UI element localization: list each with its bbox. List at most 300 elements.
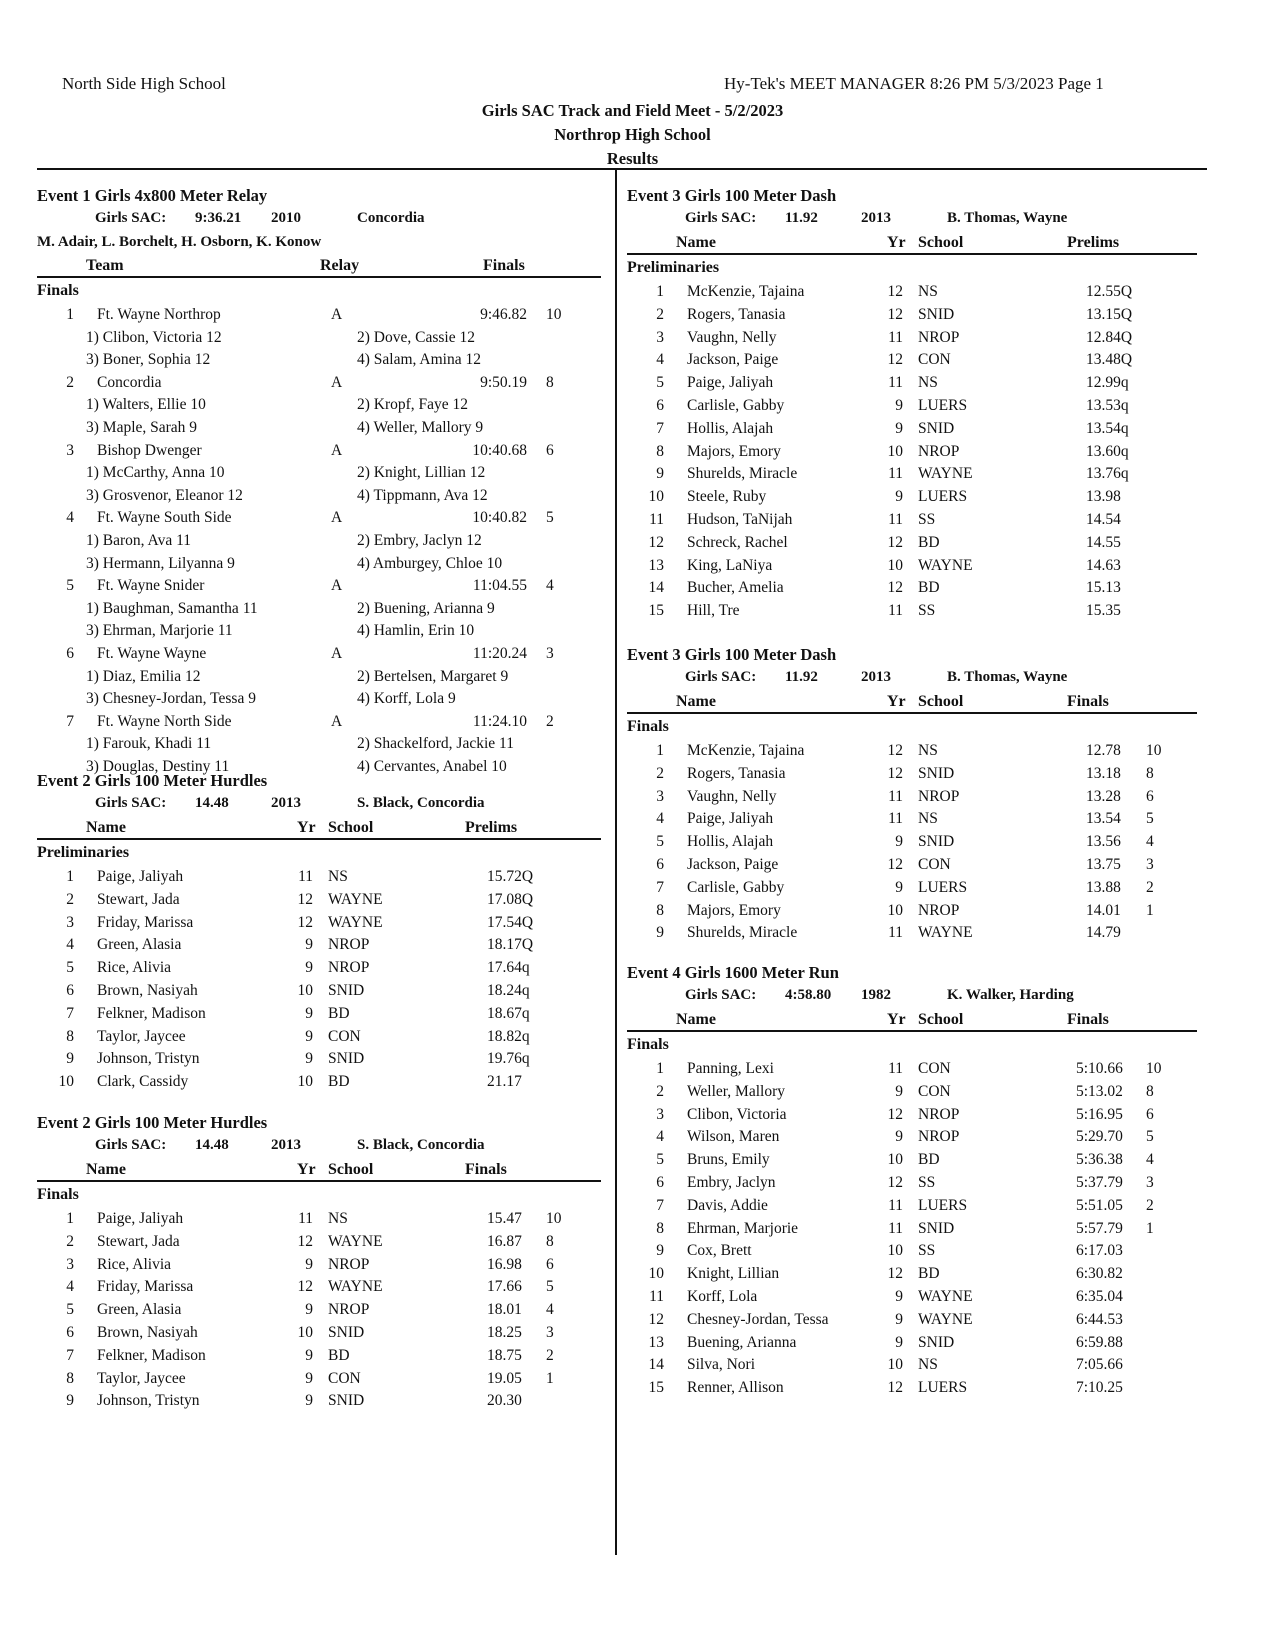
relay-letter: A <box>331 373 343 391</box>
col-school: School <box>328 1161 374 1178</box>
result-mark: 15.35 <box>1086 602 1121 620</box>
result-mark: 5:36.38 <box>1076 1151 1123 1169</box>
athlete-school: WAYNE <box>918 1310 973 1328</box>
result-mark: 13.48Q <box>1086 351 1133 369</box>
place: 2 <box>656 305 664 323</box>
place: 9 <box>656 465 664 483</box>
athlete-school: BD <box>328 1346 350 1364</box>
col-school: School <box>918 693 964 710</box>
place: 6 <box>656 397 664 414</box>
relay-member: 3) Maple, Sarah 9 <box>86 419 198 436</box>
athlete-school: SNID <box>328 1050 365 1068</box>
athlete-name: Johnson, Tristyn <box>97 1050 200 1068</box>
result-mark: 13.88 <box>1086 878 1121 896</box>
athlete-school: LUERS <box>918 1379 968 1397</box>
result-mark: 14.01 <box>1086 901 1121 919</box>
athlete-name: Friday, Marissa <box>97 913 194 931</box>
athlete-year: 9 <box>305 1050 313 1068</box>
place: 5 <box>656 374 664 392</box>
result-mark: 14.79 <box>1086 924 1121 942</box>
place: 11 <box>649 511 664 528</box>
athlete-year: 10 <box>887 442 903 460</box>
result-mark: 18.82q <box>487 1027 530 1045</box>
event-title: Event 3 Girls 100 Meter Dash <box>627 645 837 664</box>
relay-member: 1) Walters, Ellie 10 <box>86 396 206 414</box>
points: 5 <box>1146 810 1154 828</box>
athlete-school: NS <box>918 1356 938 1374</box>
relay-time: 10:40.68 <box>472 441 527 459</box>
col-yr: Yr <box>297 819 316 836</box>
athlete-school: SS <box>918 1242 936 1260</box>
athlete-name: Silva, Nori <box>687 1356 756 1374</box>
result-mark: 15.47 <box>487 1210 522 1227</box>
relay-member: 1) Baron, Ava 11 <box>86 532 192 549</box>
athlete-year: 12 <box>887 1265 903 1283</box>
place: 13 <box>648 1333 664 1351</box>
section-label: Preliminaries <box>37 844 130 861</box>
result-mark: 21.17 <box>487 1073 522 1091</box>
athlete-name: Paige, Jaliyah <box>687 810 774 828</box>
result-mark: 7:10.25 <box>1076 1379 1123 1397</box>
athlete-name: Wilson, Maren <box>687 1128 780 1146</box>
place: 10 <box>58 1073 74 1091</box>
result-mark: 19.05 <box>487 1369 522 1387</box>
record-mark: 9:36.21 <box>195 210 242 226</box>
points: 2 <box>546 1346 554 1364</box>
athlete-name: Brown, Nasiyah <box>97 982 198 999</box>
athlete-name: Shurelds, Miracle <box>687 465 798 483</box>
athlete-school: BD <box>328 1004 350 1022</box>
results-subtitle: Results <box>606 149 659 168</box>
athlete-name: Johnson, Tristyn <box>97 1392 200 1410</box>
col-result: Prelims <box>1067 234 1120 251</box>
result-mark: 13.18 <box>1086 764 1121 782</box>
place: 8 <box>656 442 664 460</box>
athlete-year: 10 <box>887 556 903 574</box>
result-mark: 14.63 <box>1086 556 1121 574</box>
relay-letter: A <box>331 306 343 323</box>
athlete-year: 12 <box>297 1278 313 1296</box>
relay-member: 4) Korff, Lola 9 <box>357 690 456 708</box>
points: 3 <box>1146 856 1154 873</box>
section-label: Finals <box>627 1036 669 1053</box>
place: 7 <box>66 712 74 730</box>
result-mark: 6:44.53 <box>1076 1310 1123 1328</box>
athlete-name: Rice, Alivia <box>97 1255 172 1273</box>
athlete-name: Felkner, Madison <box>97 1346 206 1364</box>
points: 1 <box>1146 901 1154 919</box>
col-yr: Yr <box>887 1011 906 1028</box>
athlete-year: 12 <box>297 890 313 908</box>
athlete-school: SNID <box>918 1219 955 1237</box>
team-name: Concordia <box>97 373 162 391</box>
points: 1 <box>546 1369 554 1387</box>
col-relay: Relay <box>320 257 360 274</box>
team-name: Ft. Wayne Wayne <box>97 645 207 662</box>
record-holder: B. Thomas, Wayne <box>947 669 1068 685</box>
athlete-school: LUERS <box>918 488 968 506</box>
athlete-school: LUERS <box>918 878 968 896</box>
relay-letter: A <box>331 645 343 662</box>
athlete-school: NROP <box>918 442 960 460</box>
col-yr: Yr <box>887 693 906 710</box>
athlete-year: 11 <box>888 924 903 942</box>
col-rule <box>627 253 1197 255</box>
result-mark: 15.72Q <box>487 868 534 885</box>
athlete-name: Korff, Lola <box>687 1288 758 1305</box>
points: 10 <box>1146 1060 1162 1077</box>
place: 9 <box>66 1392 74 1410</box>
athlete-name: Ehrman, Marjorie <box>687 1219 799 1237</box>
athlete-year: 10 <box>297 1324 313 1341</box>
place: 3 <box>656 1105 664 1123</box>
athlete-school: SNID <box>328 1392 365 1410</box>
record-mark: 11.92 <box>785 669 818 685</box>
athlete-school: SS <box>918 1174 936 1191</box>
result-mark: 18.75 <box>487 1346 522 1364</box>
athlete-school: LUERS <box>918 397 968 414</box>
result-mark: 5:10.66 <box>1076 1060 1123 1077</box>
athlete-name: Felkner, Madison <box>97 1004 206 1022</box>
col-school: School <box>328 819 374 836</box>
col-rule <box>627 1030 1197 1032</box>
relay-time: 9:46.82 <box>480 306 527 323</box>
col-rule <box>37 276 601 278</box>
result-mark: 12.84Q <box>1086 328 1133 346</box>
col-result: Prelims <box>465 819 518 836</box>
athlete-year: 10 <box>887 1242 903 1260</box>
place: 4 <box>66 936 74 954</box>
section-label: Preliminaries <box>627 259 720 276</box>
athlete-name: Stewart, Jada <box>97 1232 180 1250</box>
record-holder: K. Walker, Harding <box>947 987 1074 1003</box>
points: 10 <box>1146 742 1162 759</box>
athlete-school: CON <box>328 1027 361 1045</box>
athlete-year: 10 <box>887 901 903 919</box>
athlete-year: 12 <box>887 1105 903 1123</box>
col-name: Name <box>86 1161 126 1178</box>
header-school: North Side High School <box>62 74 226 93</box>
athlete-school: CON <box>918 351 951 369</box>
athlete-year: 12 <box>887 579 903 597</box>
relay-member: 4) Hamlin, Erin 10 <box>357 622 475 640</box>
athlete-year: 9 <box>895 1128 903 1146</box>
athlete-name: Hollis, Alajah <box>687 833 774 851</box>
result-mark: 6:30.82 <box>1076 1265 1123 1283</box>
place: 5 <box>66 1301 74 1319</box>
place: 6 <box>656 856 664 873</box>
relay-member: 4) Salam, Amina 12 <box>357 351 481 369</box>
event-title: Event 4 Girls 1600 Meter Run <box>627 963 839 982</box>
athlete-year: 9 <box>305 1301 313 1319</box>
athlete-year: 12 <box>887 283 903 300</box>
athlete-year: 12 <box>887 856 903 873</box>
athlete-name: Jackson, Paige <box>687 351 779 369</box>
col-school: School <box>918 1011 964 1028</box>
col-result: Finals <box>465 1161 507 1178</box>
athlete-school: BD <box>328 1073 350 1091</box>
points: 8 <box>546 373 554 391</box>
athlete-year: 11 <box>888 602 903 620</box>
place: 4 <box>656 1128 664 1146</box>
athlete-school: SNID <box>918 833 955 851</box>
athlete-year: 12 <box>887 764 903 782</box>
athlete-name: Clibon, Victoria <box>687 1105 787 1123</box>
athlete-school: CON <box>918 1060 951 1077</box>
relay-member: 4) Amburgey, Chloe 10 <box>357 554 503 572</box>
athlete-year: 12 <box>887 1174 903 1191</box>
athlete-year: 9 <box>895 1082 903 1100</box>
result-mark: 14.55 <box>1086 533 1121 551</box>
points: 8 <box>546 1232 554 1250</box>
athlete-school: BD <box>918 579 940 597</box>
result-mark: 17.64q <box>487 959 530 977</box>
column-divider <box>615 170 617 1555</box>
points: 2 <box>1146 878 1154 896</box>
athlete-year: 9 <box>895 1288 903 1305</box>
result-mark: 20.30 <box>487 1392 522 1410</box>
place: 6 <box>66 645 74 662</box>
relay-member: 3) Ehrman, Marjorie 11 <box>86 622 233 640</box>
athlete-school: BD <box>918 533 940 551</box>
result-mark: 14.54 <box>1086 511 1121 528</box>
place: 7 <box>66 1346 74 1364</box>
place: 6 <box>66 982 74 999</box>
event1-title: Event 1 Girls 4x800 Meter Relay <box>37 186 268 205</box>
result-mark: 15.13 <box>1086 579 1121 597</box>
col-result: Finals <box>1067 693 1109 710</box>
athlete-school: CON <box>918 1082 951 1100</box>
place: 3 <box>66 441 74 459</box>
athlete-year: 11 <box>888 810 903 828</box>
athlete-year: 9 <box>895 1333 903 1351</box>
athlete-school: NS <box>918 374 938 392</box>
place: 1 <box>656 1060 664 1077</box>
points: 4 <box>1146 1151 1154 1169</box>
place: 11 <box>649 1288 664 1305</box>
place: 2 <box>656 764 664 782</box>
place: 1 <box>66 868 74 885</box>
athlete-name: Friday, Marissa <box>97 1278 194 1296</box>
place: 9 <box>66 1050 74 1068</box>
athlete-name: Vaughn, Nelly <box>687 787 777 805</box>
col-result: Finals <box>1067 1011 1109 1028</box>
relay-time: 11:04.55 <box>472 577 527 595</box>
relay-time: 9:50.19 <box>480 373 527 391</box>
relay-member: 4) Cervantes, Anabel 10 <box>357 758 507 775</box>
team-name: Ft. Wayne North Side <box>97 712 232 730</box>
athlete-school: NROP <box>918 901 960 919</box>
header-rule <box>37 168 1207 170</box>
place: 4 <box>656 810 664 828</box>
athlete-name: Majors, Emory <box>687 901 781 919</box>
athlete-school: SS <box>918 511 936 528</box>
athlete-name: Vaughn, Nelly <box>687 328 777 346</box>
place: 3 <box>656 328 664 346</box>
athlete-name: Green, Alasia <box>97 936 182 954</box>
points: 5 <box>546 1278 554 1296</box>
record-mark: 11.92 <box>785 210 818 226</box>
section-label: Finals <box>627 718 669 735</box>
place: 7 <box>656 1196 664 1214</box>
place: 9 <box>656 1242 664 1260</box>
points: 2 <box>546 712 554 730</box>
athlete-name: Bruns, Emily <box>687 1151 770 1169</box>
result-mark: 17.54Q <box>487 913 534 931</box>
athlete-year: 10 <box>887 1151 903 1169</box>
result-mark: 18.01 <box>487 1301 522 1319</box>
athlete-year: 11 <box>298 868 313 885</box>
athlete-name: Paige, Jaliyah <box>687 374 774 392</box>
athlete-year: 11 <box>888 1196 903 1214</box>
place: 14 <box>648 1356 664 1374</box>
team-name: Ft. Wayne Northrop <box>97 306 221 323</box>
team-name: Ft. Wayne Snider <box>97 577 205 595</box>
result-mark: 5:13.02 <box>1076 1082 1123 1100</box>
relay-letter: A <box>331 509 343 527</box>
athlete-school: BD <box>918 1151 940 1169</box>
result-mark: 13.54q <box>1086 419 1129 437</box>
athlete-name: Majors, Emory <box>687 442 781 460</box>
athlete-name: Taylor, Jaycee <box>97 1027 186 1045</box>
athlete-school: SNID <box>328 982 365 999</box>
athlete-school: NROP <box>918 1105 960 1123</box>
relay-member: 2) Knight, Lillian 12 <box>357 464 486 482</box>
points: 5 <box>546 509 554 527</box>
athlete-name: Shurelds, Miracle <box>687 924 798 942</box>
athlete-school: SNID <box>918 419 955 437</box>
athlete-year: 9 <box>895 488 903 506</box>
section-label: Finals <box>37 1186 79 1203</box>
team-name: Bishop Dwenger <box>97 441 202 459</box>
athlete-name: Rogers, Tanasia <box>687 764 786 782</box>
col-school: School <box>918 234 964 251</box>
team-name: Ft. Wayne South Side <box>97 509 232 527</box>
athlete-school: WAYNE <box>328 1278 383 1296</box>
athlete-name: Paige, Jaliyah <box>97 1210 184 1227</box>
athlete-year: 12 <box>297 913 313 931</box>
place: 2 <box>656 1082 664 1100</box>
col-name: Name <box>676 234 716 251</box>
place: 5 <box>66 959 74 977</box>
athlete-year: 11 <box>888 787 903 805</box>
result-mark: 13.28 <box>1086 787 1121 805</box>
athlete-name: Knight, Lillian <box>687 1265 780 1283</box>
athlete-school: NS <box>328 1210 348 1227</box>
athlete-school: SS <box>918 602 936 620</box>
record-label: Girls SAC: <box>95 210 167 226</box>
athlete-name: Embry, Jaclyn <box>687 1174 776 1191</box>
athlete-name: McKenzie, Tajaina <box>687 283 805 300</box>
relay-letter: A <box>331 712 343 730</box>
record-holder: Concordia <box>357 210 425 226</box>
place: 4 <box>66 1278 74 1296</box>
athlete-name: Paige, Jaliyah <box>97 868 184 885</box>
record-label: Girls SAC: <box>95 1137 167 1153</box>
athlete-year: 12 <box>887 1379 903 1397</box>
points: 4 <box>1146 833 1154 851</box>
place: 2 <box>66 1232 74 1250</box>
place: 1 <box>66 1210 74 1227</box>
athlete-school: NS <box>328 868 348 885</box>
athlete-year: 10 <box>297 982 313 999</box>
venue-title: Northrop High School <box>554 125 711 144</box>
athlete-school: SNID <box>918 764 955 782</box>
result-mark: 17.08Q <box>487 890 534 908</box>
col-rule <box>37 838 601 840</box>
points: 3 <box>546 645 554 662</box>
athlete-school: NROP <box>918 328 960 346</box>
record-mark: 14.48 <box>195 795 229 811</box>
place: 4 <box>656 351 664 369</box>
result-mark: 13.60q <box>1086 442 1129 460</box>
athlete-year: 11 <box>888 374 903 392</box>
place: 1 <box>656 742 664 759</box>
result-mark: 5:37.79 <box>1076 1174 1123 1191</box>
relay-letter: A <box>331 577 343 595</box>
athlete-name: Renner, Allison <box>687 1379 784 1397</box>
place: 1 <box>656 283 664 300</box>
col-rule <box>627 712 1197 714</box>
record-label: Girls SAC: <box>685 987 757 1003</box>
place: 9 <box>656 924 664 942</box>
relay-member: 1) Diaz, Emilia 12 <box>86 667 201 685</box>
place: 5 <box>66 577 74 595</box>
points: 1 <box>1146 1219 1154 1237</box>
place: 4 <box>66 509 74 527</box>
result-mark: 18.67q <box>487 1004 530 1022</box>
athlete-name: Stewart, Jada <box>97 890 180 908</box>
col-rule <box>37 1180 601 1182</box>
athlete-year: 9 <box>895 419 903 437</box>
points: 6 <box>546 1255 554 1273</box>
athlete-year: 11 <box>888 1060 903 1077</box>
points: 6 <box>1146 1105 1154 1123</box>
relay-time: 10:40.82 <box>472 509 527 527</box>
athlete-school: BD <box>918 1265 940 1283</box>
athlete-name: Jackson, Paige <box>687 856 779 873</box>
points: 8 <box>1146 764 1154 782</box>
record-year: 2010 <box>271 210 301 226</box>
relay-member: 2) Embry, Jaclyn 12 <box>357 532 482 549</box>
place: 15 <box>648 1379 664 1397</box>
record-holder: B. Thomas, Wayne <box>947 210 1068 226</box>
place: 3 <box>66 1255 74 1273</box>
record-mark: 4:58.80 <box>785 987 832 1003</box>
athlete-name: Hollis, Alajah <box>687 419 774 437</box>
result-mark: 13.98 <box>1086 488 1121 506</box>
place: 13 <box>648 556 664 574</box>
record-holder: S. Black, Concordia <box>357 795 485 811</box>
relay-member: 1) Clibon, Victoria 12 <box>86 328 222 346</box>
points: 4 <box>546 577 554 595</box>
col-name: Name <box>86 819 126 836</box>
points: 2 <box>1146 1196 1154 1214</box>
record-label: Girls SAC: <box>95 795 167 811</box>
athlete-name: Weller, Mallory <box>687 1082 785 1100</box>
athlete-year: 12 <box>297 1232 313 1250</box>
athlete-school: NROP <box>918 787 960 805</box>
header-software: Hy-Tek's MEET MANAGER 8:26 PM 5/3/2023 Page 1 <box>724 74 1104 93</box>
athlete-name: Rice, Alivia <box>97 959 172 977</box>
result-mark: 17.66 <box>487 1278 522 1296</box>
place: 15 <box>648 602 664 620</box>
result-mark: 6:59.88 <box>1076 1333 1123 1351</box>
athlete-year: 9 <box>305 1346 313 1364</box>
relay-member: 2) Buening, Arianna 9 <box>357 599 495 617</box>
athlete-year: 11 <box>298 1210 313 1227</box>
record-year: 2013 <box>861 210 891 226</box>
